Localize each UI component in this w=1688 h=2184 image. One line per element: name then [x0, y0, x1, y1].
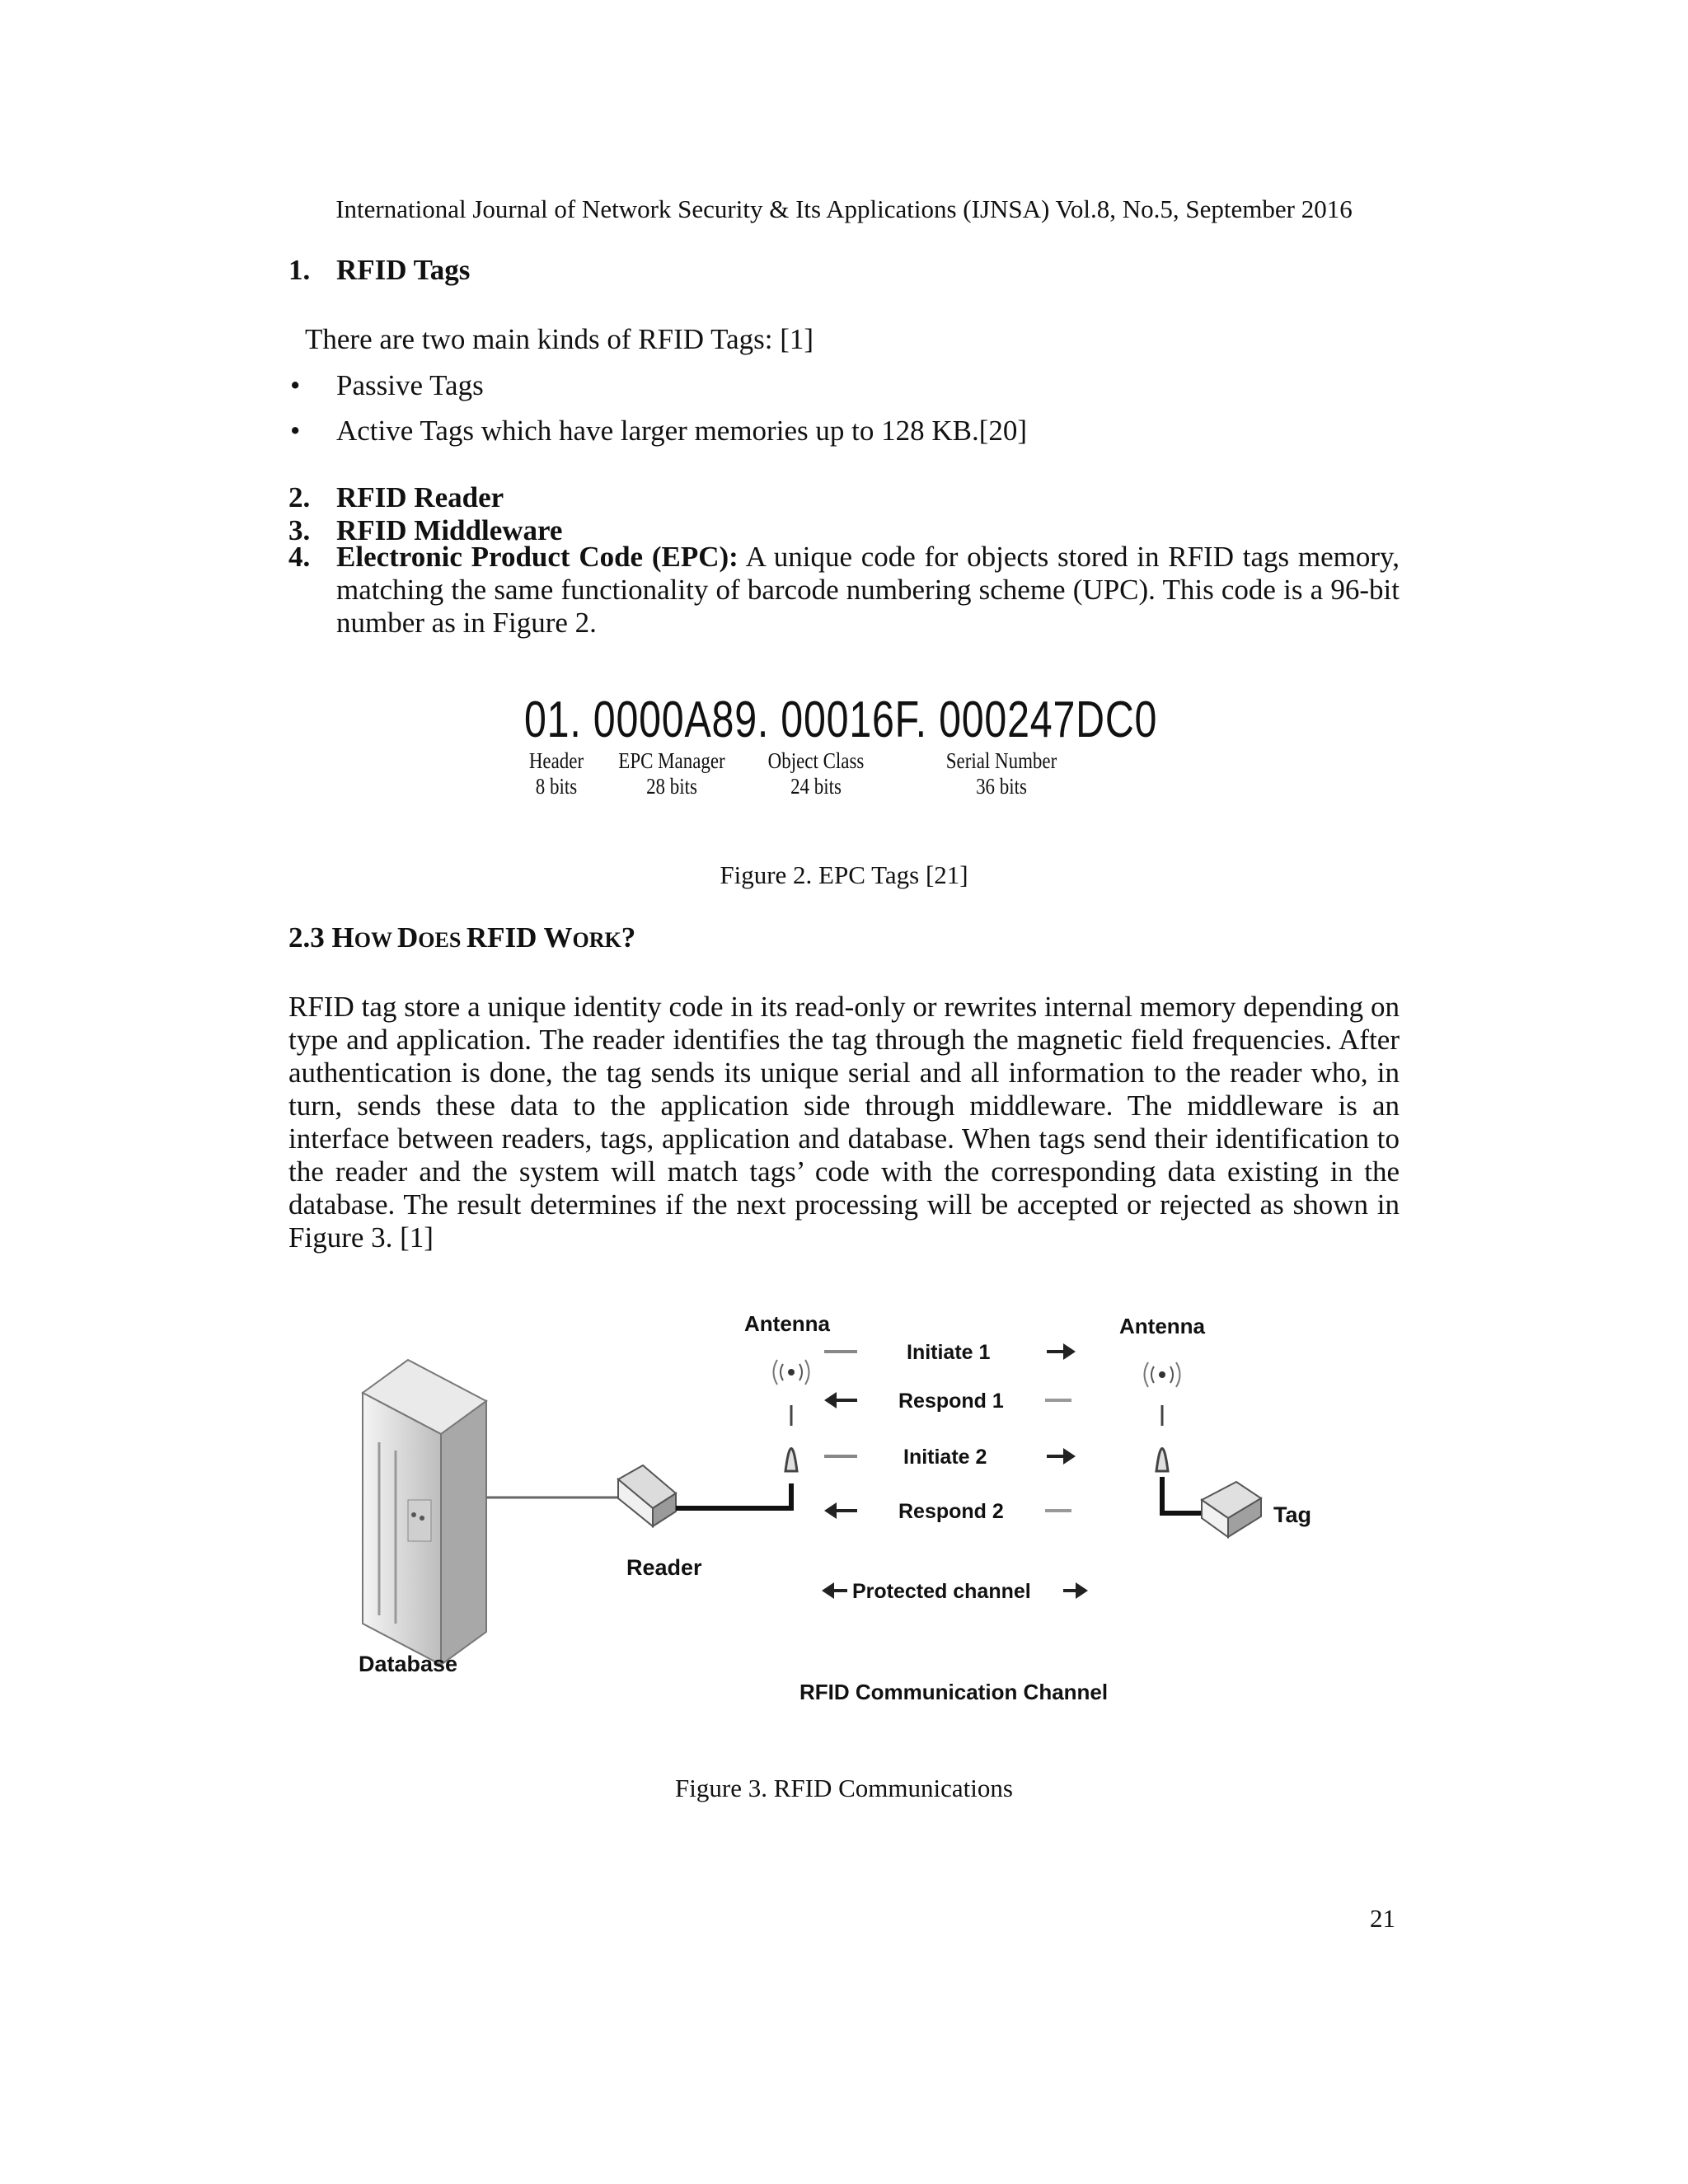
respond2-label: Respond 2: [898, 1500, 1004, 1523]
running-header: International Journal of Network Security & Its Applications (IJNSA) Vol.8, No.5, September 2016: [335, 194, 1353, 223]
title-part: OW: [354, 928, 397, 952]
list-number: 4.: [288, 541, 311, 573]
bullet-dot-icon: •: [290, 369, 301, 401]
epc-code-value: 01. 0000A89. 00016F. 000247DC0: [524, 691, 1158, 748]
title-part: ORK: [572, 928, 621, 952]
epc-field-bits: 36 bits: [976, 774, 1027, 799]
section-number: 2.3: [288, 921, 325, 954]
list-item-epc: [288, 541, 1400, 640]
database-server-icon: [363, 1360, 486, 1665]
list-title: RFID Middleware: [336, 514, 563, 546]
section-heading-rfid-tags: [288, 254, 470, 287]
list-number: 3.: [288, 514, 311, 546]
section-heading-how-rfid-works: [288, 921, 635, 954]
reader-device-icon: [618, 1465, 676, 1526]
list-item-reader: [288, 481, 504, 514]
database-label: Database: [359, 1652, 458, 1676]
respond1-label: Respond 1: [898, 1390, 1004, 1413]
section-number: 1.: [288, 254, 311, 286]
page-number: 21: [1370, 1904, 1395, 1933]
epc-field-object-class: [757, 748, 876, 799]
initiate1-label: Initiate 1: [907, 1341, 991, 1364]
list-title: RFID Reader: [336, 481, 504, 513]
list-item-epc-body: [336, 541, 1400, 640]
rfid-channel-label: RFID Communication Channel: [799, 1680, 1109, 1704]
bullet-item-active: [290, 415, 1027, 448]
epc-field-manager: [612, 748, 732, 799]
tag-label: Tag: [1273, 1502, 1311, 1527]
antenna-right-icon: [1145, 1362, 1180, 1471]
title-part: RFID W: [466, 921, 573, 954]
title-part: D: [397, 921, 419, 954]
tag-device-icon: [1202, 1482, 1261, 1537]
protected-channel-label: Protected channel: [852, 1580, 1031, 1603]
epc-field-bits: 8 bits: [535, 774, 578, 799]
title-part: ?: [621, 921, 636, 954]
antenna-right-label: Antenna: [1119, 1314, 1205, 1338]
bullet-dot-icon: •: [290, 415, 301, 447]
epc-field-name: Header: [528, 748, 584, 773]
epc-field-name: Object Class: [767, 748, 865, 773]
section-title: RFID Tags: [336, 254, 471, 286]
body-paragraph: RFID tag store a unique identity code in its read-only or rewrites internal memory depending on type and application. The reader identifies the tag through the magnetic field frequencies. After authentication is done, the tag sends its unique serial and all information to the reader who, in turn, sends these data to the application side through middleware. The middleware is an interface between readers, tags, application and database. When tags send their identification to the reader and the system will match tags’ code with the corresponding data existing in the database. The result determines if the next processing will be accepted or rejected as shown in Figure 3. [1]: [288, 991, 1400, 1254]
message-arrows: [822, 1343, 1088, 1599]
antenna-left-icon: [774, 1360, 809, 1471]
epc-field-header: [518, 748, 595, 799]
figure3-caption: Figure 3. RFID Communications: [675, 1774, 1013, 1802]
list-number: 2.: [288, 481, 311, 513]
epc-field-name: Serial Number: [945, 748, 1057, 773]
bullet-text: Active Tags which have larger memories up to 128 KB.[20]: [336, 415, 1028, 447]
list-title: Electronic Product Code (EPC):: [336, 541, 738, 573]
initiate2-label: Initiate 2: [903, 1446, 987, 1469]
list-item-epc-text: A unique code for objects stored in RFID tags memory, matching the same functionality of barcode numbering scheme (UPC). This code is a 96-bit number as in Figure 2.: [336, 541, 1400, 639]
bullet-text: Passive Tags: [336, 369, 484, 401]
antenna-left-label: Antenna: [744, 1311, 830, 1336]
epc-field-name: EPC Manager: [618, 748, 725, 773]
rfid-communication-diagram: [330, 1302, 1368, 1731]
epc-field-bits: 28 bits: [646, 774, 697, 799]
figure2-caption: Figure 2. EPC Tags [21]: [720, 860, 968, 889]
title-part: OES: [418, 928, 467, 952]
epc-field-bits: 24 bits: [790, 774, 842, 799]
bullet-item-passive: [290, 369, 484, 402]
intro-text: There are two main kinds of RFID Tags: [1]: [305, 323, 814, 355]
title-part: H: [331, 921, 354, 954]
reader-label: Reader: [626, 1555, 702, 1580]
epc-field-serial: [935, 748, 1068, 799]
